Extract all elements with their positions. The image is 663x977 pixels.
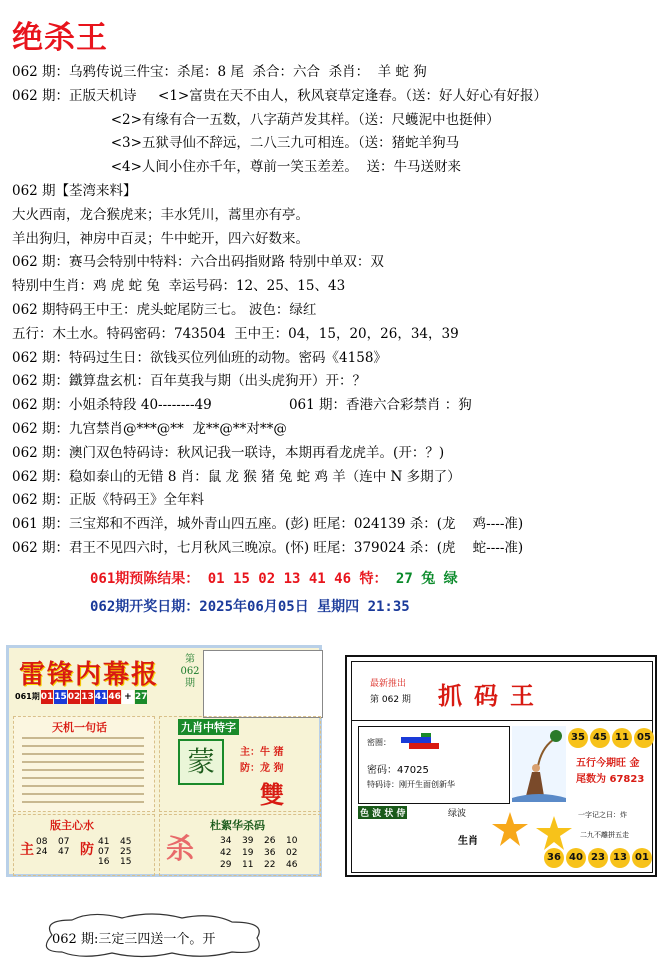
- shengxiao-label: 生肖: [458, 836, 478, 847]
- number-circle: 40: [566, 848, 586, 868]
- banzhu-panel: [13, 814, 155, 876]
- star-icon: [536, 816, 572, 852]
- prediction-line: 五行：木土水。特码密码：743504 王中王：04，15，20，26，34，39: [12, 325, 459, 342]
- number-cell: 26: [264, 836, 276, 846]
- sha-panel: [159, 814, 321, 876]
- number-cell: 36: [264, 848, 276, 858]
- prediction-line: 062 期：乌鸦传说三件宝：杀尾：8 尾 杀合：六合 杀肖： 羊 蛇 狗: [12, 64, 427, 80]
- number-circle: 01: [632, 848, 652, 868]
- prediction-line: 062 期：特码过生日：欲钱买位列仙班的动物。密码《4158》: [12, 349, 387, 366]
- previous-result-label: 061期预陈结果：: [90, 571, 200, 587]
- leifeng-row-number: 01: [40, 692, 54, 702]
- prediction-line: 062 期【荃湾来料】: [12, 183, 137, 199]
- prediction-line: 062 期特码王中王：虎头蛇尾防三七。 波色：绿红: [12, 302, 317, 318]
- sha-char: 杀: [166, 832, 195, 865]
- number-cell: 22: [264, 860, 276, 870]
- leifeng-title: 雷锋内幕报: [19, 660, 160, 690]
- jiuxiao-char-2: 雙: [260, 780, 284, 809]
- yizi-text: 一字记之曰：炸: [578, 811, 627, 819]
- tianji-line: [22, 753, 144, 755]
- number-cell: 47: [58, 847, 70, 857]
- sha-title: 杜絮华杀码: [210, 819, 265, 832]
- tianji-line: [22, 785, 144, 787]
- tianji-line: [22, 745, 144, 747]
- color-value: 绿波: [448, 809, 467, 819]
- wuxing-text: 五行今期旺 金: [576, 758, 640, 769]
- leifeng-issue-prefix: 第: [185, 654, 195, 665]
- zhuamawang-title: 抓码王: [438, 681, 546, 710]
- number-circle: 11: [612, 728, 632, 748]
- weishu-text: 尾数为 67823: [576, 774, 645, 785]
- leifeng-row-number: 46: [108, 692, 121, 702]
- leifeng-newspaper-image: [6, 645, 322, 877]
- prediction-line: 062 期：鐵算盘玄机：百年莫我与期（出头虎狗开）开：？: [12, 373, 367, 390]
- page-title: 绝杀王: [12, 20, 108, 56]
- number-cell: 10: [286, 836, 298, 846]
- prediction-line: 062 期：赛马会特别中特料：六合出码指财路 特别中单双：双: [12, 254, 384, 271]
- prediction-line: 特别中生肖：鸡 虎 蛇 兔 幸运号码：12、25、15、43: [12, 278, 346, 295]
- leifeng-row-number: 13: [81, 692, 94, 702]
- previous-result: [90, 568, 458, 588]
- sun-icon: [492, 812, 528, 848]
- mima-label: 密圈：: [367, 738, 391, 747]
- jiuxiao-fang: 防：龙 狗: [240, 763, 284, 774]
- leifeng-row-number: 15: [54, 692, 67, 702]
- previous-result-numbers: 01 15 02 13 41 46: [207, 571, 352, 587]
- number-cell: 07: [58, 837, 70, 847]
- jiuxiao-zhu: 主：牛 猪: [240, 747, 284, 758]
- banzhu-title: 版主心水: [50, 819, 94, 832]
- number-circle: 35: [568, 728, 588, 748]
- prediction-line: 062 期：小姐杀特段 40--------49 061 期：香港六合彩禁肖 ：狗: [12, 397, 472, 414]
- prediction-line: 062 期：九宫禁肖@***@** 龙**@**对**@: [12, 421, 287, 437]
- tianji-line: [22, 737, 144, 739]
- number-cell: 39: [242, 836, 254, 846]
- number-cell: 08: [36, 837, 48, 847]
- number-cell: 29: [220, 860, 232, 870]
- number-cell: 46: [286, 860, 298, 870]
- tianji-line: [22, 793, 144, 795]
- leifeng-row-number: 27: [134, 692, 148, 702]
- number-cell: 02: [286, 848, 298, 858]
- prediction-line: 羊出狗归，神房中百灵；牛中蛇开，四六好数来。: [12, 230, 309, 247]
- tianji-line: [22, 769, 144, 771]
- number-cell: 19: [242, 848, 254, 858]
- tianji-title: 天机一句话: [52, 721, 107, 734]
- zhuamawang-new-label: 最新推出: [370, 679, 407, 689]
- fisherman-illustration: [512, 726, 566, 802]
- tema-shi-label: 特码诗：: [367, 780, 399, 789]
- banzhu-zhu-numbers: [36, 837, 80, 857]
- prediction-line: <4>人间小住亦千年，尊前一笑玉差差。 送：牛马送财来: [12, 159, 461, 176]
- zhuamawang-image: [345, 655, 657, 877]
- draw-date: 062期开奖日期：2025年06月05日 星期四 21:35: [90, 599, 410, 615]
- previous-result-special: 27 兔 绿: [395, 571, 458, 587]
- leifeng-row-number: +: [122, 690, 134, 704]
- number-cell: 45: [120, 837, 132, 847]
- tianji-panel: [13, 716, 155, 812]
- banzhu-zhu-label: 主: [20, 842, 34, 858]
- prediction-line: 062 期：澳门双色特码诗：秋风记我一联诗，本期再看龙虎羊。(开：？): [12, 444, 445, 461]
- number-circle: 45: [590, 728, 610, 748]
- number-cell: 15: [120, 857, 132, 867]
- prediction-line: <2>有缘有合一五数，八字葫芦发其样。（送：尺蠖泥中也挺伸）: [12, 111, 500, 128]
- zhuamawang-code-box: [358, 726, 510, 804]
- tema-shi: [367, 779, 455, 790]
- prediction-line: 062 期：正版《特码王》全年料: [12, 492, 205, 509]
- prediction-line: 062 期：稳如泰山的无错 8 肖：鼠 龙 猴 猪 兔 蛇 鸡 羊（连中 N 多期了）: [12, 468, 461, 485]
- leifeng-result-row: [15, 690, 147, 704]
- number-circle: 13: [610, 848, 630, 868]
- number-circle: 36: [544, 848, 564, 868]
- number-cell: 24: [36, 847, 48, 857]
- banzhu-fang-numbers: [98, 837, 154, 867]
- number-cell: 16: [98, 857, 110, 867]
- prediction-line: 大火西南，龙合猴虎来；丰水凭川，蒿里亦有亭。: [12, 206, 309, 223]
- prediction-line: 061 期：三宝郑和不西洋，城外青山四五座。(彭) 旺尾：024139 杀：(龙 鸡----准): [12, 516, 524, 533]
- number-cell: 07: [98, 847, 110, 857]
- leifeng-row-number: 41: [94, 692, 108, 702]
- cloud-text: 062 期:三定三四送一个。开: [52, 932, 216, 947]
- leifeng-row-label: 061期: [15, 692, 40, 701]
- mima-value: [367, 761, 429, 776]
- tema-shi-text: 刚开生面创新华: [399, 780, 455, 789]
- zhuamawang-issue: 第 062 期: [370, 695, 411, 705]
- number-cell: 11: [242, 860, 254, 870]
- zhuamawang-frame: [351, 661, 653, 873]
- color-label: 色 波 状 侍: [358, 806, 407, 819]
- cover-patch: [30, 566, 80, 576]
- banzhu-fang-label: 防: [80, 842, 94, 858]
- tianji-line: [22, 761, 144, 763]
- tianji-line: [22, 777, 144, 779]
- number-cell: 42: [220, 848, 232, 858]
- prediction-line: <3>五狱寻仙不辞远，二八三九可相连。（送：猪蛇羊狗马: [12, 135, 460, 152]
- mima-number: 47025: [397, 765, 429, 776]
- sha-numbers: [220, 835, 316, 871]
- logo-mark: [401, 733, 443, 751]
- number-cell: 41: [98, 837, 110, 847]
- leifeng-issue: [179, 654, 201, 690]
- jiuxiao-char: 蒙: [178, 739, 224, 785]
- leifeng-issue-suffix: 期: [185, 678, 195, 689]
- prediction-line: 062 期：正版天机诗 <1>富贵在天不由人，秋风衰草定逢春。（送：好人好心有好报）: [12, 87, 547, 104]
- prediction-line: 062 期：君王不见四六时，七月秋风三晚凉。(怀) 旺尾：379024 杀：(虎 蛇----准): [12, 540, 524, 556]
- number-circle: 05: [634, 728, 654, 748]
- mima-value-prefix: 密码：: [367, 765, 397, 776]
- number-cell: 34: [220, 836, 232, 846]
- two-nine-text: 二九不離拼五走: [580, 831, 629, 839]
- leifeng-issue-number: 062: [180, 666, 200, 677]
- number-circle: 23: [588, 848, 608, 868]
- leifeng-row-number: 02: [67, 692, 81, 702]
- jiuxiao-title: 九肖中特字: [178, 719, 239, 735]
- tianji-line: [22, 801, 144, 803]
- leifeng-blank-box: [203, 650, 323, 718]
- jiuxiao-panel: [159, 716, 321, 812]
- number-cell: 25: [120, 847, 132, 857]
- zhuamawang-divider: [352, 720, 652, 721]
- previous-result-special-label: 特：: [359, 571, 388, 587]
